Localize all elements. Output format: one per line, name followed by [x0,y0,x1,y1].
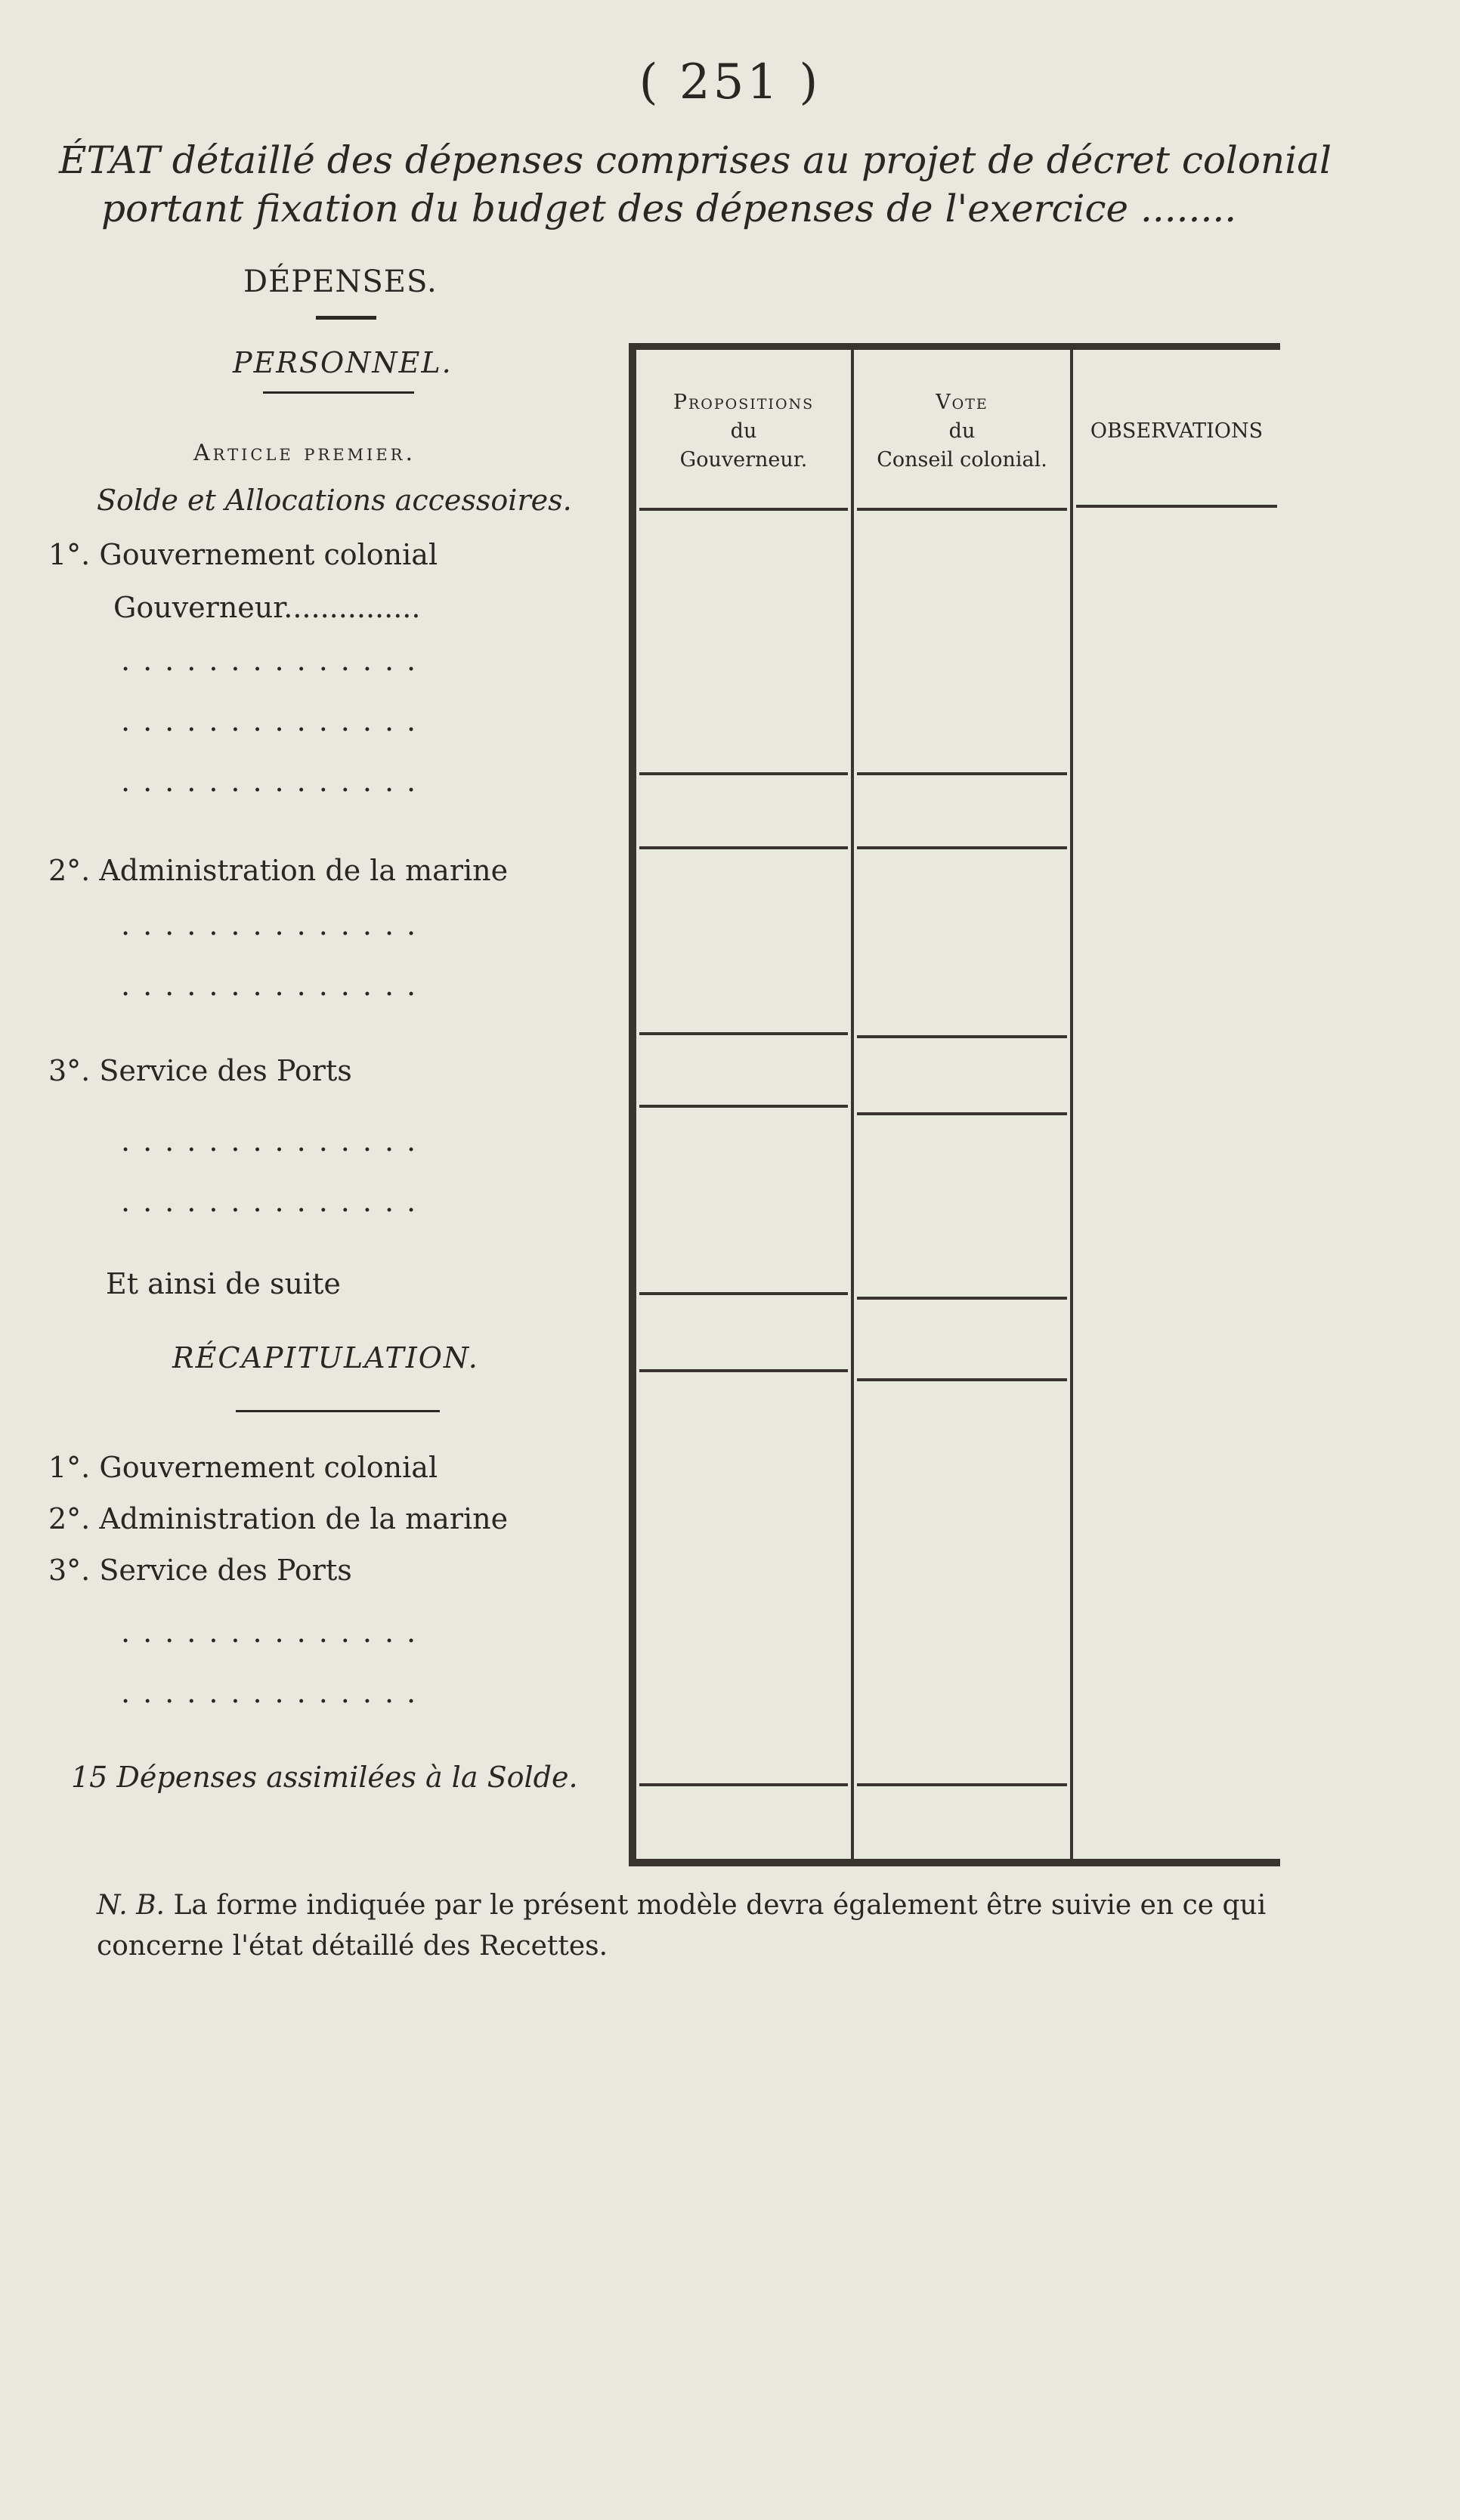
item-suite: Et ainsi de suite [106,1267,341,1300]
page-number: ( 251 ) [639,54,821,110]
recap-item: 2°. Administration de la marine [48,1502,509,1535]
table-left-border [629,343,636,1866]
title-line-2: portant fixation du budget des dépenses de l'exercice ........ [101,187,1237,230]
recap-item: 1°. Gouvernement colonial [48,1451,438,1484]
row-rule [639,846,848,849]
item-administration: 2°. Administration de la marine [48,854,509,887]
row-rule [857,1783,1067,1786]
dots-row: .............. [121,1616,429,1649]
dots-row: .............. [121,644,429,677]
header-vote: Vote du Conseil colonial. [877,391,1047,472]
item-ports: 3°. Service des Ports [48,1054,352,1087]
row-rule [639,1292,848,1295]
row-rule [857,508,1067,511]
recap-item: 3°. Service des Ports [48,1554,352,1587]
dots-row: .............. [121,765,429,798]
divider [263,391,414,394]
item-gouvernement: 1°. Gouvernement colonial [48,538,438,571]
header-observations: OBSERVATIONS [1090,419,1264,443]
dots-row: .............. [121,908,429,942]
document-title [59,136,1404,233]
row-rule [639,1105,848,1108]
divider [316,316,376,320]
header-propositions: Propositions du Gouverneur. [673,391,815,472]
solde-heading: Solde et Allocations accessoires. [97,484,572,517]
column-divider [851,343,854,1866]
item-gouverneur: Gouverneur............... [113,591,421,624]
section-heading: DÉPENSES. [243,264,438,299]
footnote-label: N. B. [97,1890,165,1921]
dots-row: .............. [121,1124,429,1158]
title-line-1: ÉTAT détaillé des dépenses comprises au projet de décret colonial [59,138,1332,182]
item-depenses-assimilees: 15 Dépenses assimilées à la Solde. [71,1761,578,1794]
row-rule [857,1297,1067,1300]
row-rule [639,772,848,775]
row-rule [857,846,1067,849]
table-bottom-border [629,1859,1280,1866]
divider [236,1410,440,1412]
dots-row: .............. [121,1676,429,1709]
row-rule [857,1112,1067,1115]
footnote [97,1885,1291,1967]
dots-row: .............. [121,1185,429,1218]
row-rule [639,1032,848,1035]
budget-table [629,343,1280,1866]
row-rule [857,772,1067,775]
row-rule [639,1783,848,1786]
row-rule [639,1369,848,1372]
recap-heading: RÉCAPITULATION. [172,1341,479,1374]
column-divider [1070,343,1073,1866]
footnote-text: La forme indiquée par le présent modèle devra également être suivie en ce qui concerne l'état détaillé des Recettes. [97,1890,1267,1962]
personnel-heading: PERSONNEL. [233,346,453,379]
row-rule [857,1378,1067,1381]
table-top-border [629,343,1280,350]
row-rule [857,1035,1067,1038]
row-rule [639,508,848,511]
dots-row: .............. [121,704,429,737]
dots-row: .............. [121,969,429,1002]
article-heading: Article premier. [193,440,416,466]
row-rule [1076,505,1277,508]
